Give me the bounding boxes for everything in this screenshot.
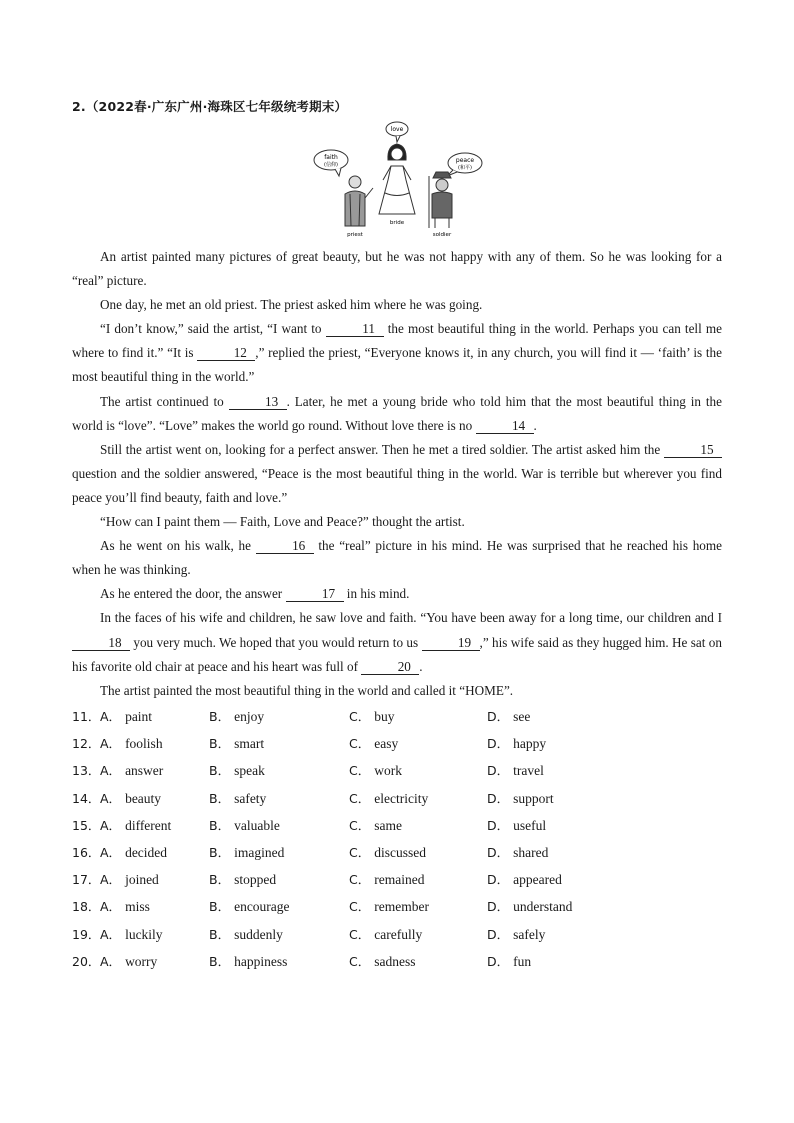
passage-paragraph (72, 293, 722, 317)
option-d[interactable] (487, 816, 546, 834)
option-c[interactable] (349, 734, 398, 752)
blank-13[interactable]: 13 (229, 394, 287, 410)
option-text: beauty (125, 790, 162, 806)
option-a[interactable] (100, 761, 163, 779)
passage-text: in his mind. (343, 586, 410, 602)
passage-text: question and the soldier answered, “Peace is the most beautiful thing in the world. War is terrible but wherever you find peace you’ll find beauty, faith and love.” (72, 465, 722, 505)
option-c[interactable] (349, 925, 422, 943)
option-c[interactable] (349, 816, 402, 834)
option-text: support (513, 790, 554, 806)
option-text: sadness (374, 953, 416, 969)
blank-20[interactable]: 20 (361, 659, 419, 675)
passage-text: An artist painted many pictures of great beauty, but he was not happy with any of them. So he was looking for a “real” picture. (72, 249, 722, 289)
option-text: stopped (234, 872, 277, 888)
question-number: 19． (72, 926, 101, 942)
option-letter: A． (100, 899, 122, 915)
question-number: 15． (72, 817, 101, 833)
option-text: miss (125, 899, 150, 915)
option-text: carefully (374, 926, 423, 942)
option-letter: C． (349, 926, 371, 942)
option-row (72, 812, 692, 839)
option-letter: D． (487, 709, 510, 724)
option-c[interactable] (349, 870, 424, 888)
option-row (72, 730, 692, 757)
option-b[interactable] (209, 870, 276, 888)
option-text: paint (125, 709, 153, 724)
question-number: 16． (72, 844, 101, 860)
blank-17[interactable]: 17 (286, 586, 344, 602)
blank-11[interactable]: 11 (326, 321, 384, 337)
option-text: encourage (234, 899, 290, 915)
option-letter: C． (349, 763, 371, 779)
option-row (72, 703, 692, 730)
option-row (72, 757, 692, 784)
caption-soldier: soldier (432, 232, 452, 238)
option-letter: C． (349, 817, 371, 833)
option-letter: D． (487, 926, 510, 942)
option-text: easy (374, 736, 399, 752)
passage-text: In the faces of his wife and children, he saw love and faith. “You have been away for a long time, our children and I (100, 610, 722, 626)
option-letter: D． (487, 736, 510, 752)
option-letter: D． (487, 899, 510, 915)
option-a[interactable] (100, 734, 163, 752)
option-a[interactable] (100, 789, 161, 807)
option-text: valuable (234, 817, 280, 833)
option-text: imagined (234, 844, 285, 860)
blank-14[interactable]: 14 (476, 418, 534, 434)
option-letter: B． (209, 790, 231, 806)
option-d[interactable] (487, 761, 544, 779)
option-d[interactable] (487, 897, 572, 915)
passage-paragraph (72, 390, 722, 438)
passage (72, 245, 722, 703)
option-letter: B． (209, 899, 231, 915)
option-b[interactable] (209, 734, 264, 752)
option-a[interactable] (100, 925, 163, 943)
option-text: answer (125, 763, 164, 779)
passage-paragraph (72, 534, 722, 582)
option-text: joined (125, 872, 159, 888)
option-text: decided (125, 844, 168, 860)
option-letter: C． (349, 953, 371, 969)
priest-figure (314, 150, 373, 226)
option-text: fun (513, 953, 532, 969)
option-c[interactable] (349, 761, 402, 779)
question-number: 13． (72, 763, 101, 779)
option-letter: D． (487, 872, 510, 888)
option-letter: B． (209, 872, 231, 888)
bubble-peace: peace (455, 157, 475, 164)
option-a[interactable] (100, 952, 157, 970)
passage-paragraph (72, 606, 722, 678)
passage-text: the most beautiful thing in the world. Perhaps you can tell me where to find it.” “It is (72, 321, 722, 361)
option-letter: A． (100, 736, 122, 752)
option-text: remember (374, 899, 429, 915)
blank-12[interactable]: 12 (197, 345, 255, 361)
option-text: travel (513, 763, 544, 779)
option-text: smart (234, 736, 265, 752)
passage-text: Still the artist went on, looking for a perfect answer. Then he met a tired soldier. The artist asked him the (100, 441, 664, 457)
passage-text: the “real” picture in his mind. He was surprised that he reached his home when he was thinking. (72, 538, 722, 578)
option-text: understand (513, 899, 573, 915)
passage-text: ,” his wife said as they hugged him. He sat on his favorite old chair at peace and his heart was full of (72, 634, 722, 674)
option-b[interactable] (209, 897, 290, 915)
option-row (72, 866, 692, 893)
option-letter: B． (209, 926, 231, 942)
option-d[interactable] (487, 952, 531, 970)
passage-paragraph (72, 510, 722, 534)
option-text: safely (513, 926, 546, 942)
option-row (72, 921, 692, 948)
option-letter: C． (349, 790, 371, 806)
option-text: same (374, 817, 402, 833)
passage-text: The artist painted the most beautiful thing in the world and called it “HOME”. (100, 682, 514, 698)
option-row (72, 785, 692, 812)
question-number: 18． (72, 899, 101, 915)
blank-15[interactable]: 15 (664, 442, 722, 458)
option-text: safety (234, 790, 267, 806)
option-d[interactable] (487, 707, 530, 725)
passage-text: “How can I paint them — Faith, Love and Peace?” thought the artist. (100, 514, 465, 530)
passage-paragraph (72, 582, 722, 606)
option-text: see (513, 709, 531, 724)
bubble-faith-cn: (信仰) (324, 162, 338, 168)
options-list (72, 703, 692, 975)
option-letter: B． (209, 844, 231, 860)
option-b[interactable] (209, 707, 264, 725)
option-letter: A． (100, 926, 122, 942)
question-number: 12． (72, 736, 101, 752)
option-d[interactable] (487, 843, 548, 861)
passage-text: . Later, he met a young bride who told him that the most beautiful thing in the world is “love”. “Love” makes the world go round. Without love there is no (72, 393, 722, 433)
option-a[interactable] (100, 816, 171, 834)
option-letter: D． (487, 790, 510, 806)
option-b[interactable] (209, 761, 265, 779)
option-text: foolish (125, 736, 163, 752)
blank-16[interactable]: 16 (256, 538, 314, 554)
option-c[interactable] (349, 843, 426, 861)
option-text: remained (374, 872, 425, 888)
question-number: 11． (72, 709, 101, 724)
option-text: shared (513, 844, 549, 860)
passage-text: One day, he met an old priest. The priest asked him where he was going. (100, 297, 483, 313)
option-letter: A． (100, 763, 122, 779)
option-c[interactable] (349, 789, 428, 807)
soldier-figure (429, 153, 482, 228)
option-text: work (374, 763, 402, 779)
option-letter: D． (487, 953, 510, 969)
option-text: speak (234, 763, 265, 779)
option-letter: C． (349, 899, 371, 915)
option-letter: D． (487, 817, 510, 833)
option-text: buy (374, 709, 395, 724)
bride-figure (379, 122, 415, 214)
passage-paragraph (72, 317, 722, 389)
passage-paragraph (72, 679, 722, 703)
option-letter: B． (209, 817, 231, 833)
option-letter: A． (100, 817, 122, 833)
passage-text: “I don’t know,” said the artist, “I want to (100, 321, 326, 337)
option-d[interactable] (487, 925, 545, 943)
option-letter: A． (100, 709, 122, 724)
option-a[interactable] (100, 707, 152, 725)
bubble-faith: faith (324, 154, 338, 161)
option-text: useful (513, 817, 547, 833)
passage-text: . (419, 658, 423, 674)
question-number: 17． (72, 872, 101, 888)
option-b[interactable] (209, 843, 284, 861)
caption-bride: bride (389, 220, 405, 226)
illustration (305, 118, 495, 240)
passage-paragraph (72, 438, 722, 510)
option-text: enjoy (234, 709, 265, 724)
option-text: happiness (234, 953, 288, 969)
option-letter: D． (487, 763, 510, 779)
option-d[interactable] (487, 734, 546, 752)
option-a[interactable] (100, 897, 150, 915)
blank-19[interactable]: 19 (422, 635, 480, 651)
option-letter: B． (209, 953, 231, 969)
option-letter: A． (100, 953, 122, 969)
bubble-love: love (390, 126, 404, 133)
option-letter: A． (100, 844, 122, 860)
option-b[interactable] (209, 952, 287, 970)
option-text: luckily (125, 926, 163, 942)
passage-text: ,” replied the priest, “Everyone knows it, in any church, you will find it — ‘faith’ is the most beautiful thing in the world.” (72, 345, 722, 385)
option-row (72, 948, 692, 975)
option-row (72, 839, 692, 866)
option-text: worry (125, 953, 158, 969)
option-text: electricity (374, 790, 429, 806)
option-letter: C． (349, 844, 371, 860)
option-b[interactable] (209, 789, 266, 807)
option-c[interactable] (349, 707, 394, 725)
option-row (72, 893, 692, 920)
option-c[interactable] (349, 897, 429, 915)
passage-text: As he entered the door, the answer (100, 586, 286, 602)
option-a[interactable] (100, 870, 159, 888)
option-letter: B． (209, 763, 231, 779)
option-text: suddenly (234, 926, 283, 942)
caption-priest: priest (347, 232, 363, 238)
passage-text: . (533, 417, 537, 433)
question-heading: 2.（2022春·广东广州·海珠区七年级统考期末） (72, 99, 348, 114)
option-letter: C． (349, 736, 371, 752)
passage-paragraph (72, 245, 722, 293)
passage-text: As he went on his walk, he (100, 538, 256, 554)
option-text: happy (513, 736, 547, 752)
option-letter: C． (349, 709, 371, 724)
question-number: 20． (72, 953, 101, 969)
bubble-peace-cn: (和平) (458, 165, 472, 171)
option-b[interactable] (209, 816, 280, 834)
passage-text: you very much. We hoped that you would return to us (130, 634, 422, 650)
question-number: 14． (72, 790, 101, 806)
option-letter: D． (487, 844, 510, 860)
option-c[interactable] (349, 952, 415, 970)
option-letter: A． (100, 872, 122, 888)
option-letter: B． (209, 709, 231, 724)
option-text: appeared (513, 872, 562, 888)
blank-18[interactable]: 18 (72, 635, 130, 651)
option-letter: A． (100, 790, 122, 806)
option-d[interactable] (487, 789, 554, 807)
option-letter: B． (209, 736, 231, 752)
passage-text: The artist continued to (100, 393, 229, 409)
option-a[interactable] (100, 843, 167, 861)
option-d[interactable] (487, 870, 562, 888)
option-text: discussed (374, 844, 426, 860)
option-letter: C． (349, 872, 371, 888)
option-text: different (125, 817, 172, 833)
option-b[interactable] (209, 925, 283, 943)
